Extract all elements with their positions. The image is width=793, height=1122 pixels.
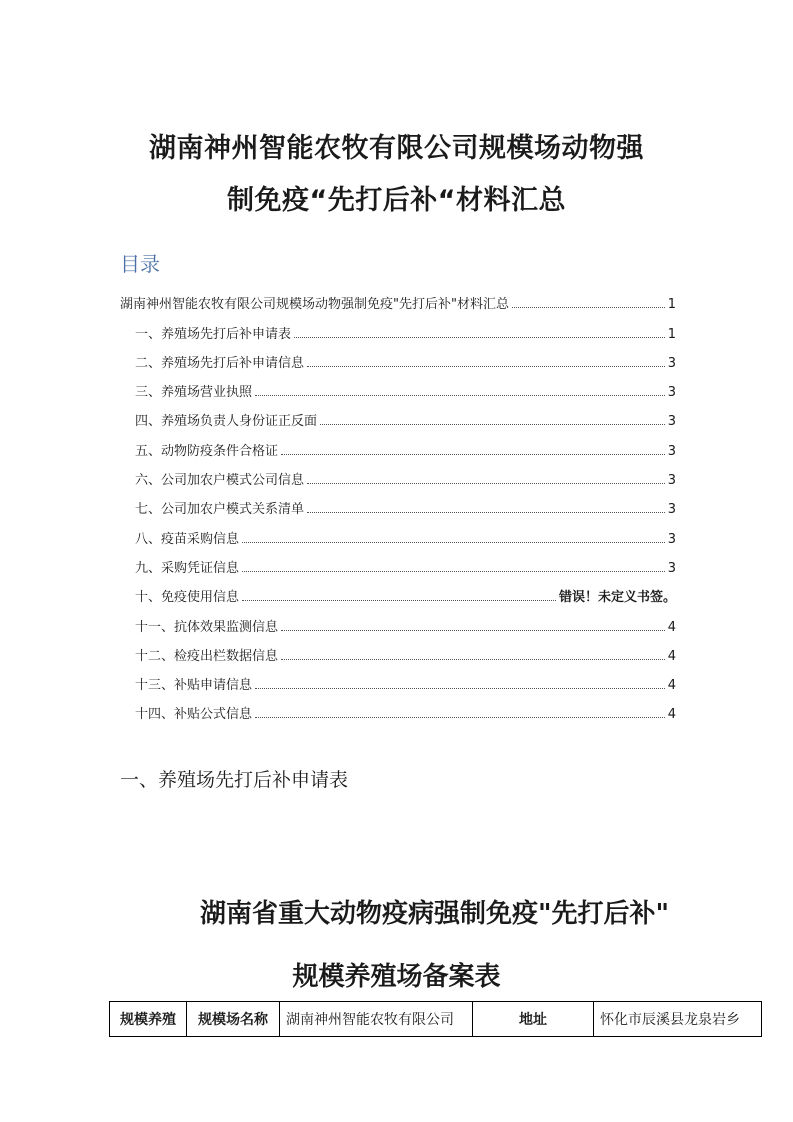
toc-entry-page: 3 [667, 355, 676, 371]
toc-entry[interactable] [120, 576, 676, 605]
toc-entry-page-error: 错误！未定义书签。 [558, 590, 676, 606]
toc-entry-page: 4 [667, 678, 676, 694]
toc-leader-dots [281, 659, 665, 660]
toc-entry-page: 3 [667, 502, 676, 518]
toc-entry-page: 4 [667, 619, 676, 635]
toc-entry-label: 四、养殖场负责人身份证正反面 [135, 414, 318, 430]
toc-entry-page: 3 [667, 473, 676, 489]
toc-entry-label: 八、疫苗采购信息 [135, 531, 240, 547]
toc-leader-dots [512, 307, 665, 308]
toc-entry[interactable] [120, 605, 676, 634]
toc-entry-label: 十、免疫使用信息 [135, 590, 240, 606]
form-title-line2: 规模养殖场备案表 [292, 962, 501, 992]
toc-entry-page: 4 [667, 707, 676, 723]
toc-entry[interactable] [120, 459, 676, 488]
toc-entry-page: 1 [667, 297, 676, 313]
toc-entry[interactable] [120, 312, 676, 341]
form-title-line1: 湖南省重大动物疫病强制免疫"先打后补" [199, 899, 670, 929]
toc-leader-dots [255, 395, 665, 396]
toc-entry-label: 十四、补贴公式信息 [135, 707, 253, 723]
document-title-line2: 制免疫“先打后补“材料汇总 [227, 185, 566, 216]
document-title-line1: 湖南神州智能农牧有限公司规模场动物强 [149, 133, 644, 164]
toc-leader-dots [307, 483, 665, 484]
toc-leader-dots [281, 630, 665, 631]
form-value-farm-name: 湖南神州智能农牧有限公司 [280, 1002, 473, 1037]
section-heading: 一、养殖场先打后补申请表 [120, 769, 349, 791]
toc-entry-page: 3 [667, 385, 676, 401]
toc-entry-label: 九、采购凭证信息 [135, 560, 240, 576]
toc-entry[interactable] [120, 517, 676, 546]
toc-entry[interactable] [120, 664, 676, 693]
table-of-contents [120, 283, 676, 722]
toc-entry-page: 1 [667, 326, 676, 342]
toc-leader-dots [242, 600, 556, 601]
toc-leader-dots [255, 688, 665, 689]
toc-entry-page: 3 [667, 560, 676, 576]
toc-leader-dots [242, 571, 665, 572]
toc-leader-dots [242, 542, 665, 543]
toc-entry[interactable] [120, 342, 676, 371]
toc-entry[interactable] [120, 488, 676, 517]
toc-entry-page: 3 [667, 443, 676, 459]
toc-entry[interactable] [120, 547, 676, 576]
toc-entry[interactable] [120, 283, 676, 312]
toc-leader-dots [255, 717, 665, 718]
form-value-address: 怀化市辰溪县龙泉岩乡 [594, 1002, 762, 1037]
toc-entry-label: 六、公司加农户模式公司信息 [135, 473, 305, 489]
toc-leader-dots [307, 366, 665, 367]
toc-entry-page: 4 [667, 648, 676, 664]
form-label-address: 地址 [473, 1002, 594, 1037]
toc-entry-label: 湖南神州智能农牧有限公司规模场动物强制免疫"先打后补"材料汇总 [120, 297, 509, 313]
toc-leader-dots [281, 454, 665, 455]
toc-entry-label: 十二、检疫出栏数据信息 [135, 648, 279, 664]
toc-entry-label: 七、公司加农户模式关系清单 [135, 502, 305, 518]
toc-entry-label: 一、养殖场先打后补申请表 [135, 326, 292, 342]
toc-entry-label: 二、养殖场先打后补申请信息 [135, 355, 305, 371]
toc-entry-page: 3 [667, 414, 676, 430]
toc-leader-dots [307, 512, 665, 513]
toc-entry-page: 3 [667, 531, 676, 547]
toc-leader-dots [320, 424, 665, 425]
form-label-scale-farm: 规模养殖 [110, 1002, 187, 1037]
table-row [110, 1002, 762, 1037]
toc-leader-dots [294, 337, 665, 338]
registration-form-table [109, 1001, 762, 1037]
toc-entry[interactable] [120, 429, 676, 458]
toc-entry-label: 十三、补贴申请信息 [135, 678, 253, 694]
toc-entry[interactable] [120, 400, 676, 429]
toc-entry[interactable] [120, 693, 676, 722]
form-label-farm-name: 规模场名称 [187, 1002, 280, 1037]
toc-entry[interactable] [120, 635, 676, 664]
toc-entry-label: 三、养殖场营业执照 [135, 385, 253, 401]
toc-entry-label: 十一、抗体效果监测信息 [135, 619, 279, 635]
toc-entry[interactable] [120, 371, 676, 400]
toc-entry-label: 五、动物防疫条件合格证 [135, 443, 279, 459]
toc-heading: 目录 [120, 252, 160, 276]
